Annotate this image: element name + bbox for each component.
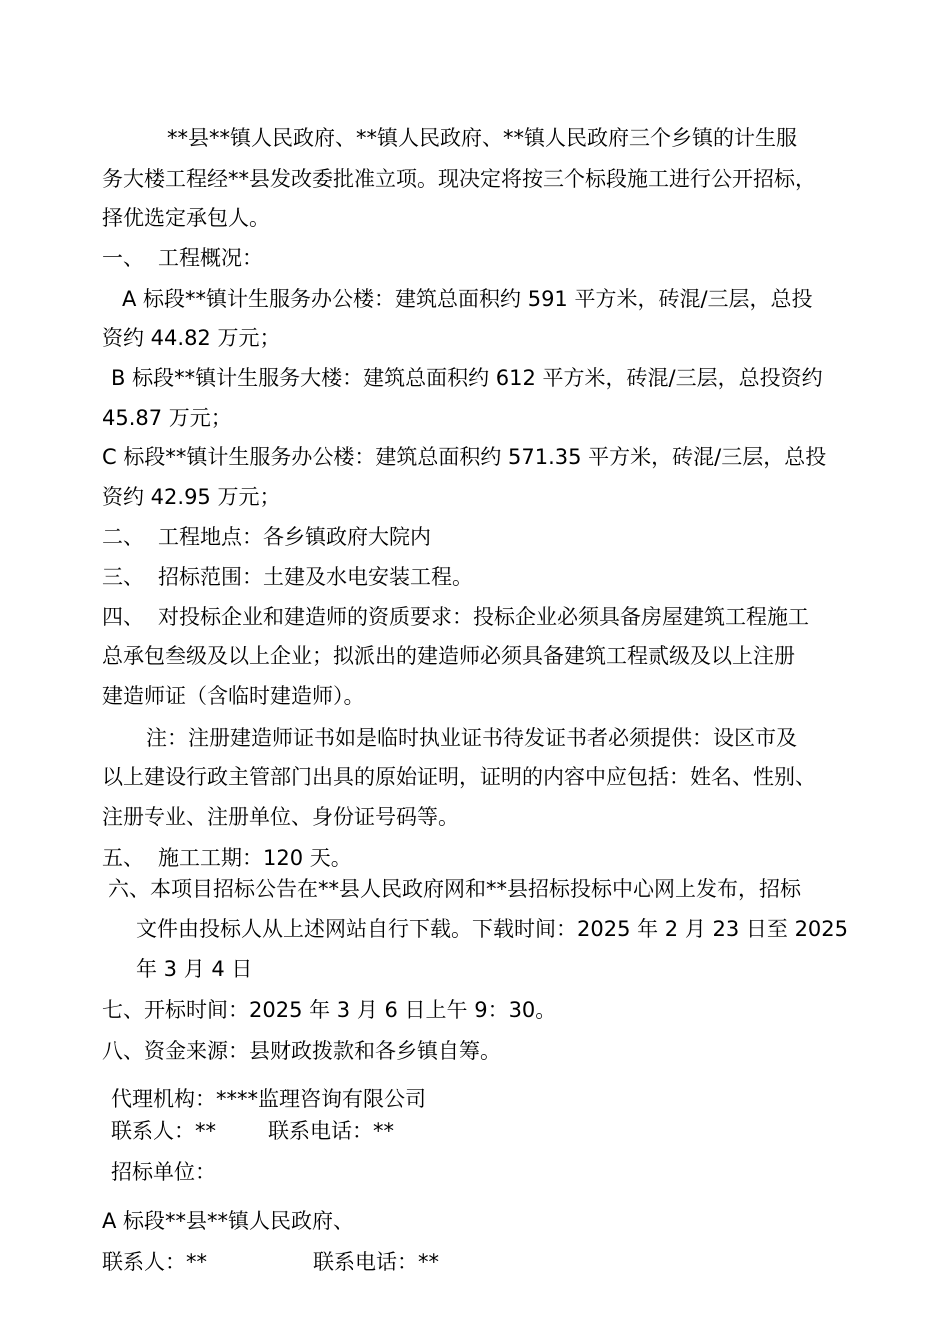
section4-line-2: 总承包叁级及以上企业；拟派出的建造师必须具备建筑工程贰级及以上注册 [102, 644, 795, 668]
lot-a-line-1: A 标段**镇计生服务办公楼：建筑总面积约 591 平方米，砖混/三层，总投 [122, 287, 813, 311]
section3-text: 招标范围：土建及水电安装工程。 [158, 565, 473, 589]
section5-text: 施工工期：120 天。 [158, 846, 352, 870]
section3-number: 三、 [102, 565, 144, 589]
lot-b-line-1: B 标段**镇计生服务大楼：建筑总面积约 612 平方米，砖混/三层，总投资约 [111, 366, 823, 390]
tenderer-heading: 招标单位： [111, 1160, 216, 1184]
section4-number: 四、 [102, 605, 144, 629]
tenderer-contact: 联系人：** [102, 1250, 207, 1274]
section6-line-1: 六、本项目招标公告在**县人民政府网和**县招标投标中心网上发布，招标 [108, 877, 801, 901]
section1-number: 一、 [102, 246, 144, 270]
section5-number: 五、 [102, 846, 144, 870]
intro-line-2: 务大楼工程经**县发改委批准立项。现决定将按三个标段施工进行公开招标， [102, 167, 816, 191]
tenderer-phone: 联系电话：** [313, 1250, 439, 1274]
lot-c-line-1: C 标段**镇计生服务办公楼：建筑总面积约 571.35 平方米，砖混/三层，总投 [102, 445, 827, 469]
section6-line-3: 年 3 月 4 日 [136, 957, 253, 981]
note-line-2: 以上建设行政主管部门出具的原始证明，证明的内容中应包括：姓名、性别、 [102, 765, 816, 789]
section2-number: 二、 [102, 525, 144, 549]
section8-text: 八、资金来源：县财政拨款和各乡镇自筹。 [102, 1039, 501, 1063]
note-line-3: 注册专业、注册单位、身份证号码等。 [102, 805, 459, 829]
section2-text: 工程地点：各乡镇政府大院内 [158, 525, 431, 549]
agency-phone: 联系电话：** [268, 1119, 394, 1143]
lot-a-line-2: 资约 44.82 万元； [102, 326, 281, 350]
note-line-1: 注：注册建造师证书如是临时执业证书待发证书者必须提供：设区市及 [146, 726, 797, 750]
section6-line-2: 文件由投标人从上述网站自行下载。下载时间：2025 年 2 月 23 日至 2025 [136, 917, 849, 941]
lot-c-line-2: 资约 42.95 万元； [102, 485, 281, 509]
section4-line-1: 对投标企业和建造师的资质要求：投标企业必须具备房屋建筑工程施工 [158, 605, 809, 629]
agency-name: 代理机构：****监理咨询有限公司 [111, 1087, 426, 1111]
intro-line-3: 择优选定承包人。 [102, 206, 270, 230]
section4-line-3: 建造师证（含临时建造师）。 [102, 684, 365, 708]
section7-text: 七、开标时间：2025 年 3 月 6 日上午 9：30。 [102, 998, 557, 1022]
agency-contact: 联系人：** [111, 1119, 216, 1143]
section1-heading: 工程概况： [158, 246, 263, 270]
intro-line-1: **县**镇人民政府、**镇人民政府、**镇人民政府三个乡镇的计生服 [167, 126, 797, 150]
tenderer-lot-a-unit: A 标段**县**镇人民政府、 [102, 1209, 355, 1233]
lot-b-line-2: 45.87 万元； [102, 406, 232, 430]
